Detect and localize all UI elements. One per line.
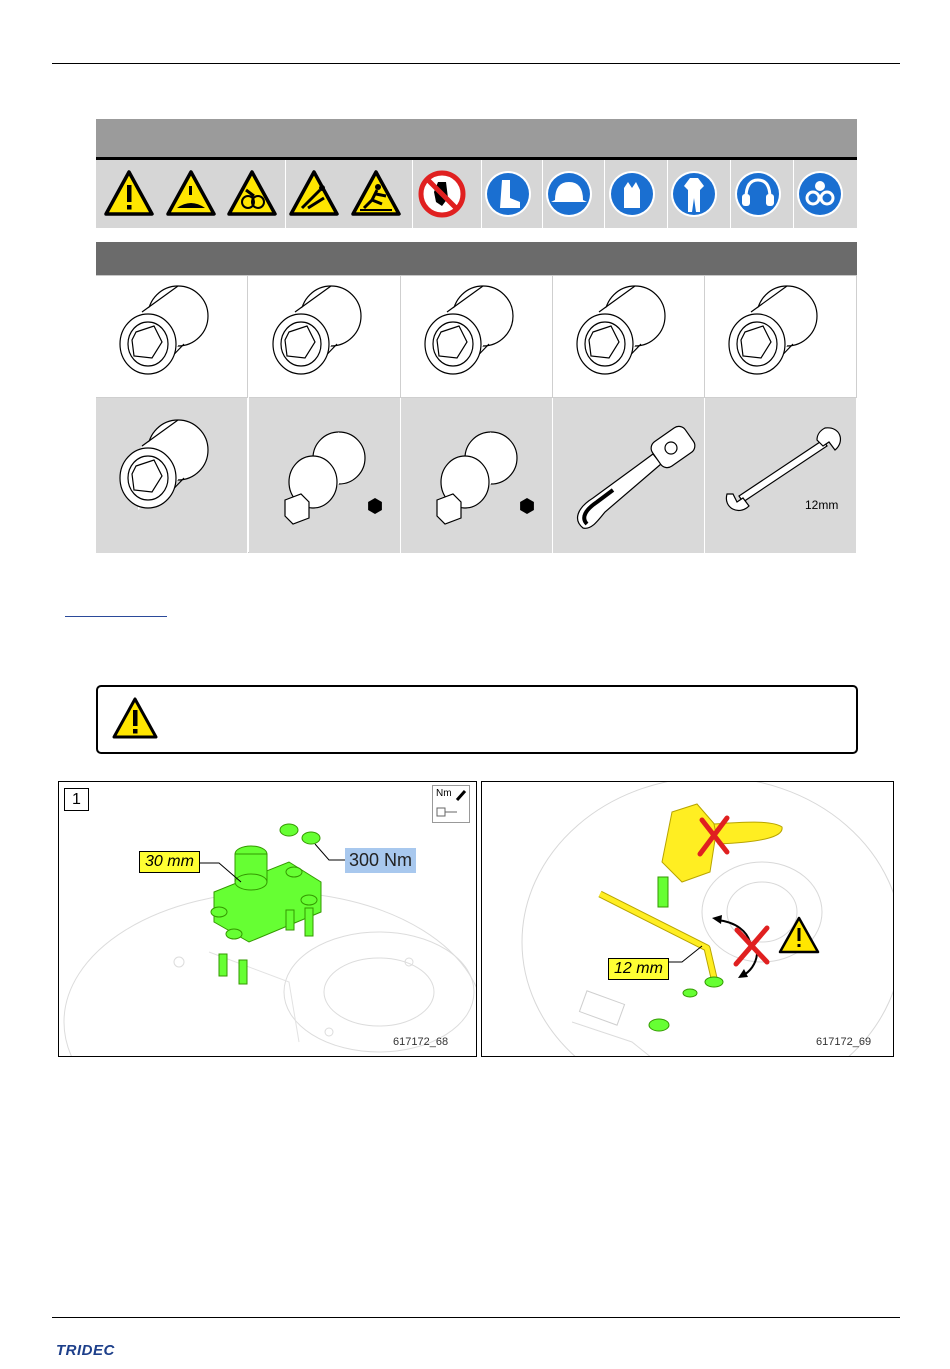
torque-unit-label: Nm [436,788,452,799]
safety-boots-icon [482,168,534,220]
socket-icon [553,276,705,398]
socket-icon [96,276,248,398]
flying-debris-warning-icon [288,168,340,220]
figure-panel-left [58,781,477,1057]
tools-header-bar [96,242,857,275]
torque-value-label: 300 Nm [345,848,416,873]
tool-cell [401,398,553,553]
tool-cell [249,276,401,398]
safety-icon-row [96,160,857,228]
ear-protection-icon [732,168,784,220]
left-illustration [59,782,477,1057]
footer-rule [52,1317,900,1318]
hex-bit-socket-icon [401,398,553,553]
reference-link[interactable] [65,616,167,617]
socket-icon [401,276,553,398]
safety-glasses-icon [794,168,846,220]
socket-icon [249,276,401,398]
crush-hazard-warning-icon [226,168,278,220]
brand-logo: TRIDEC [56,1342,115,1359]
gloves-icon [606,168,658,220]
right-illustration [482,782,894,1057]
safety-header-bar [96,119,857,157]
step-number: 1 [64,788,89,811]
tool-cell [249,398,401,553]
trip-hazard-warning-icon [350,168,402,220]
warning-box [96,685,858,754]
tool-cell [96,398,248,553]
tool-cell [401,276,553,398]
spanner-icon [705,398,857,553]
hex-bit-socket-icon [249,398,401,553]
socket-icon [705,276,857,398]
tool-cell [705,398,857,553]
tool-cell [96,276,248,398]
warning-triangle-icon [112,697,158,739]
tool-cell [553,398,705,553]
figure-id-left: 617172_68 [393,1036,449,1048]
socket-size-callout: 30 mm [139,851,200,873]
tool-cell [553,276,705,398]
figure-panel-right [481,781,894,1057]
general-warning-icon [103,168,155,220]
no-touch-prohibition-icon [416,168,468,220]
spanner-size-label: 12mm [805,498,839,512]
overalls-icon [668,168,720,220]
hard-hat-icon [543,168,595,220]
header-rule [52,63,900,64]
slippery-surface-warning-icon [165,168,217,220]
tool-cell [705,276,857,398]
socket-icon [96,398,248,553]
ratchet-icon [553,398,705,553]
hex-key-size-callout: 12 mm [608,958,669,980]
figure-id-right: 617172_69 [816,1036,872,1048]
